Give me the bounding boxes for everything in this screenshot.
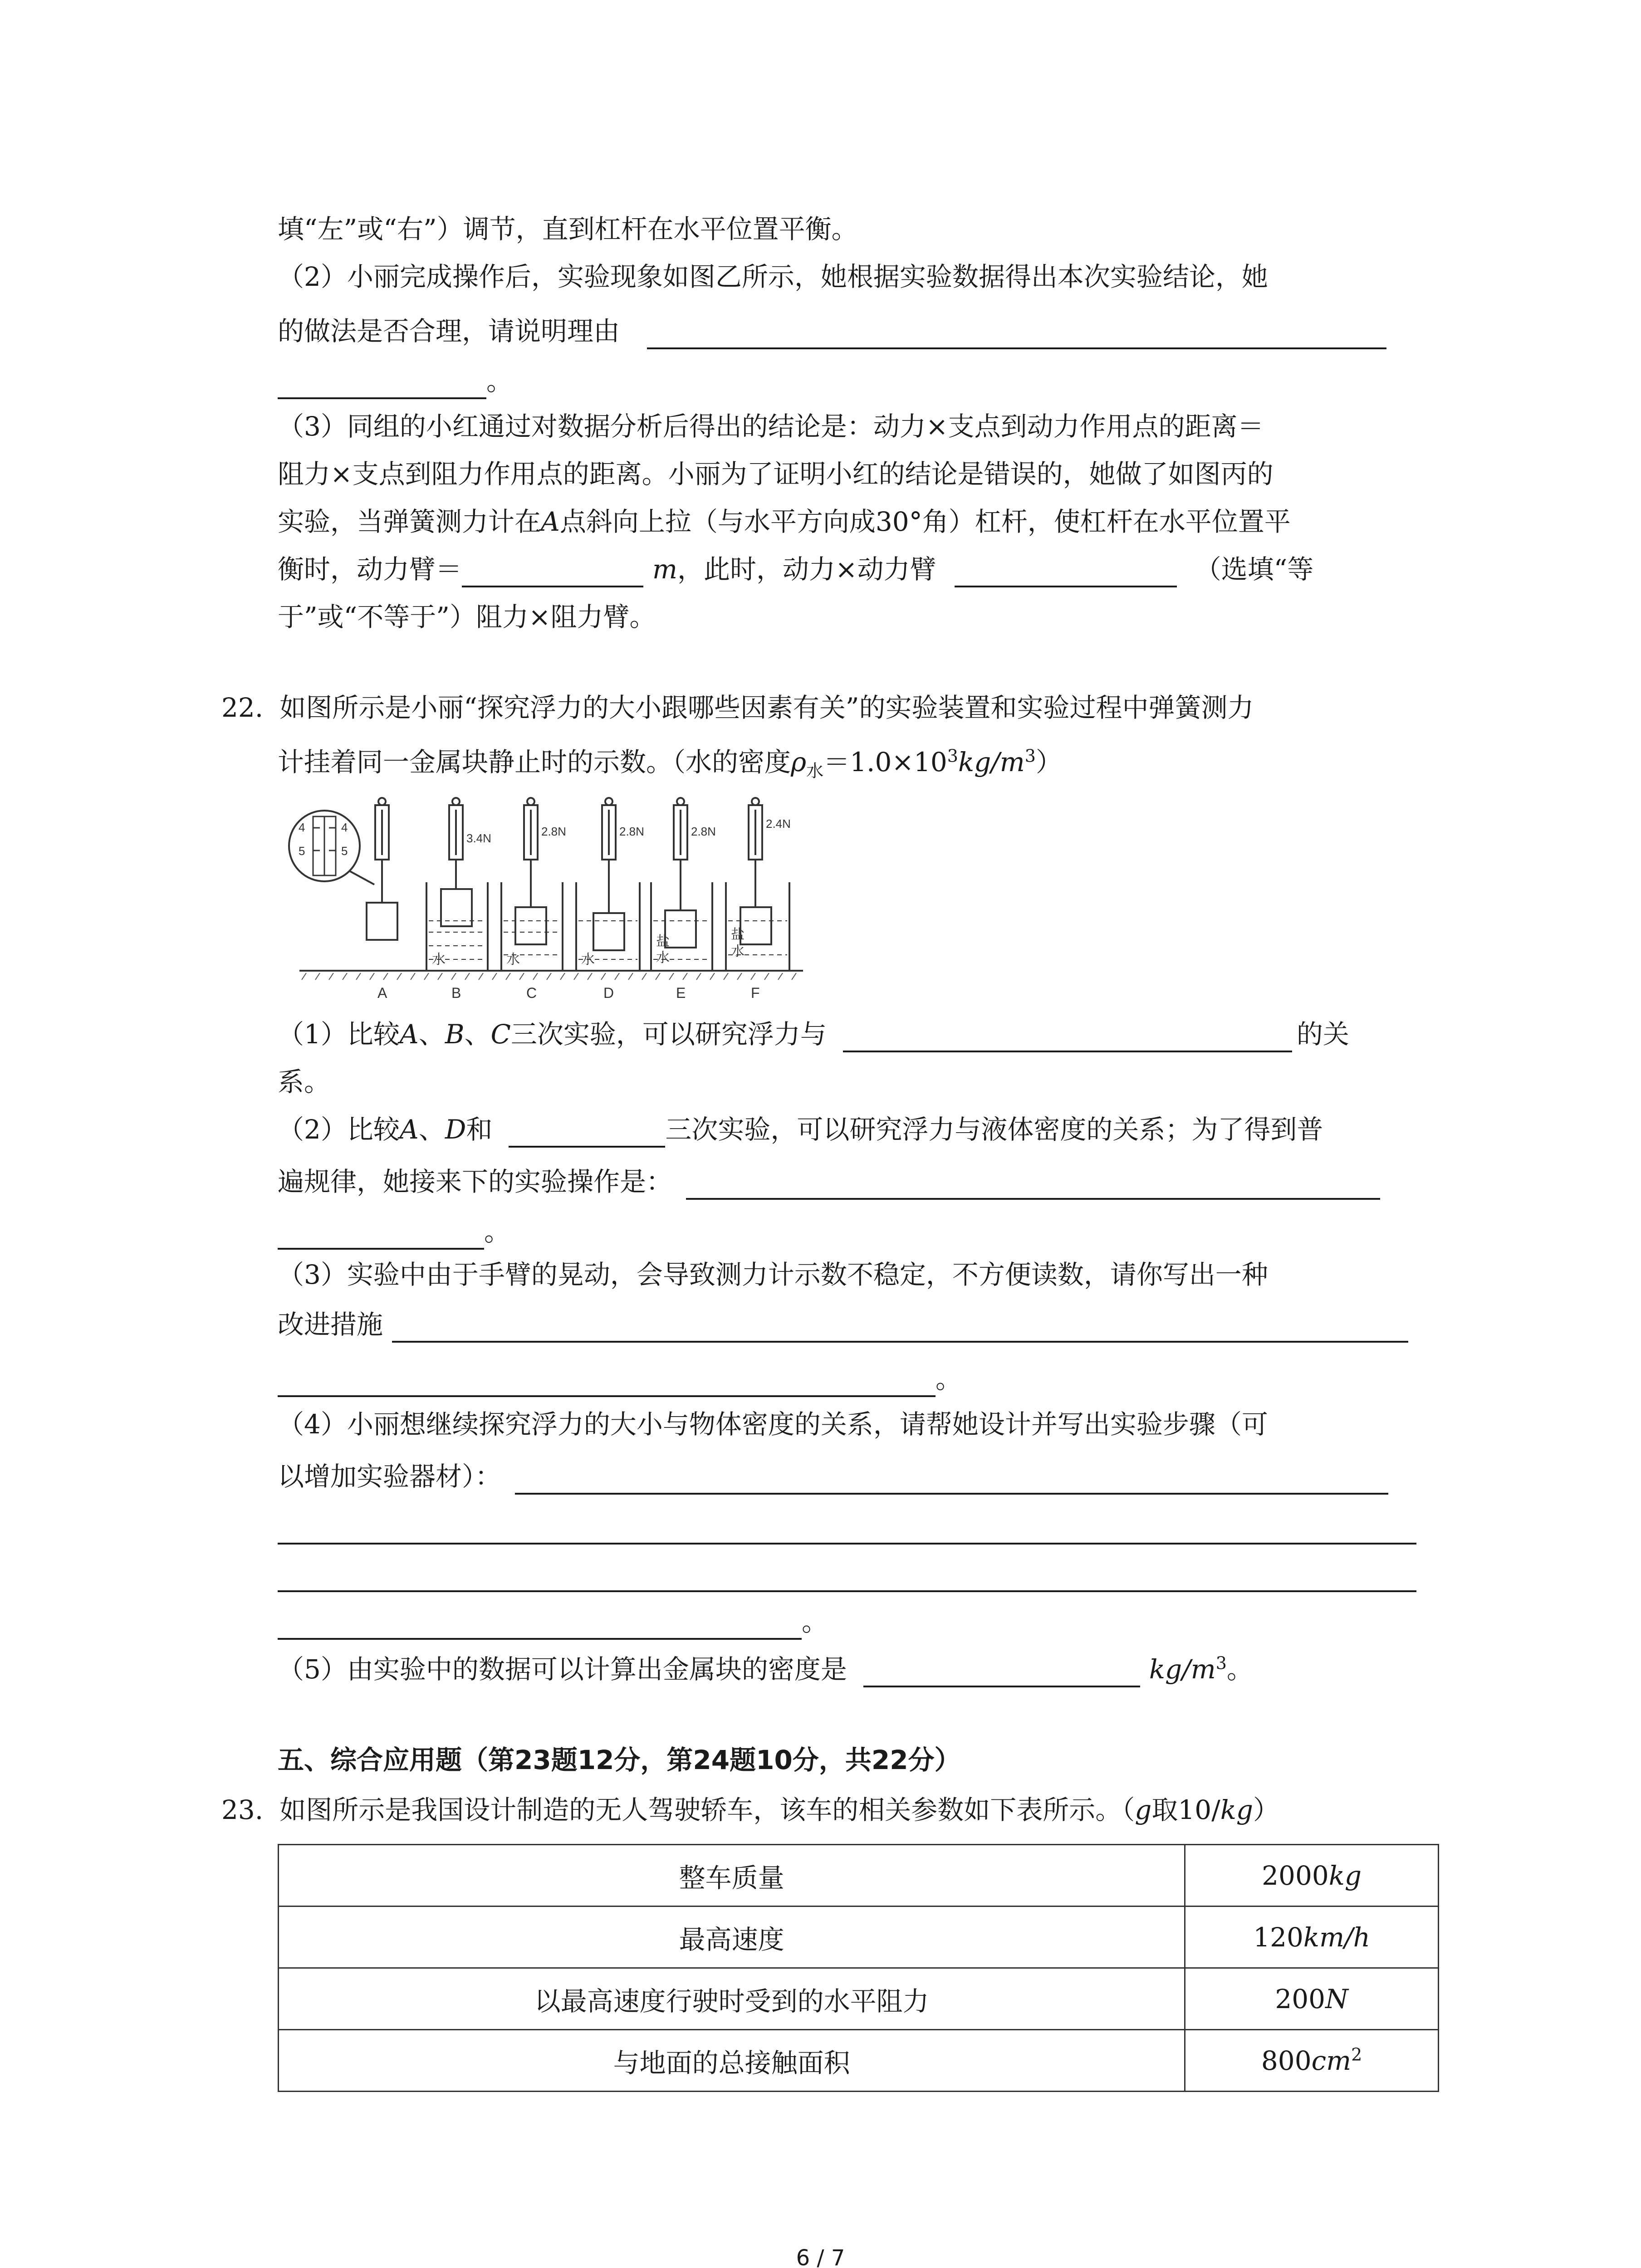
liquid-label-c: 水 (506, 952, 520, 967)
setup-label-f: F (751, 985, 760, 1001)
setup-a (367, 798, 397, 940)
table-row (279, 2030, 1439, 2092)
answer-blank[interactable] (509, 1117, 665, 1148)
param-value: 200N (1185, 1968, 1439, 2030)
q21-part3-line-e: 于”或“不等于”）阻力×阻力臂。 (278, 601, 656, 632)
answer-blank[interactable] (686, 1169, 1380, 1200)
setup-label-a: A (377, 985, 387, 1001)
setup-label-b: B (451, 985, 461, 1001)
q22-stem-line-1: 22. 如图所示是小丽“探究浮力的大小跟哪些因素有关”的实验装置和实验过程中弹簧测力 (221, 692, 1254, 723)
answer-blank[interactable] (278, 1609, 802, 1640)
table-row (279, 1845, 1439, 1906)
q22-part2-line-b: 遍规律，她接来下的实验操作是： (278, 1163, 1380, 1200)
answer-blank[interactable] (278, 1219, 484, 1250)
param-name: 以最高速度行驶时受到的水平阻力 (279, 1968, 1185, 2030)
q22-part1-line-a: （1）比较A、B、C三次实验，可以研究浮力与 的关 (278, 1016, 1349, 1052)
q21-part3-line-c: 实验，当弹簧测力计在A点斜向上拉（与水平方向成30°角）杠杆，使杠杆在水平位置平 (278, 506, 1291, 537)
q21-part3-line-d: 衡时，动力臂＝ m，此时，动力×动力臂 （选填“等 (278, 551, 1313, 587)
section-heading: 五、综合应用题（第23题12分，第24题10分，共22分） (278, 1745, 961, 1775)
q21-part2-line-c: 。 (278, 363, 513, 399)
q21-line-1: 填“左”或“右”）调节，直到杠杆在水平位置平衡。 (278, 214, 858, 244)
answer-blank[interactable] (955, 557, 1177, 587)
setup-b (426, 798, 488, 971)
q22-part2-line-a: （2）比较A、D和 三次实验，可以研究浮力与液体密度的关系；为了得到普 (278, 1111, 1323, 1148)
q21-part2-line-a: （2）小丽完成操作后，实验现象如图乙所示，她根据实验数据得出本次实验结论，她 (278, 261, 1268, 292)
q22-part4-line-b: 以增加实验器材）： (278, 1458, 1388, 1495)
q21-part3-line-a: （3）同组的小红通过对数据分析后得出的结论是：动力×支点到动力作用点的距离＝ (278, 411, 1264, 442)
scale-number: 5 (299, 844, 305, 858)
vehicle-parameters-table (278, 1844, 1439, 2092)
param-name: 最高速度 (279, 1906, 1185, 1968)
table-row (279, 1968, 1439, 2030)
setup-label-e: E (676, 985, 686, 1001)
param-value: 2000kg (1185, 1845, 1439, 1906)
q22-stem-line-2: 计挂着同一金属块静止时的示数。（水的密度$\rho_水=1.0\times 10^3kg/m^3$） (278, 746, 1062, 781)
reading-c: 2.8N (541, 825, 566, 838)
param-name: 整车质量 (279, 1845, 1185, 1906)
liquid-label-e-bottom: 水 (656, 950, 670, 965)
scale-number: 5 (341, 844, 348, 858)
q22-part3-line-a: （3）实验中由于手臂的晃动，会导致测力计示数不稳定，不方便读数，请你写出一种 (278, 1259, 1268, 1290)
q21-part2-line-b: 的做法是否合理，请说明理由 (278, 313, 1386, 349)
q22-part2-line-c: 。 (278, 1213, 510, 1250)
param-value: $800cm^2$ (1185, 2030, 1439, 2092)
reading-b: 3.4N (466, 831, 491, 845)
reading-e: 2.8N (691, 825, 716, 838)
liquid-label-e-top: 盐 (656, 934, 670, 949)
answer-blank[interactable] (278, 1561, 1416, 1592)
buoyancy-experiment-figure (281, 792, 817, 1009)
q22-part3-line-b: 改进措施 (278, 1306, 1408, 1343)
q21-part3-line-b: 阻力×支点到阻力作用点的距离。小丽为了证明小红的结论是错误的，她做了如图丙的 (278, 459, 1274, 489)
liquid-label-f-top: 盐 (731, 927, 745, 942)
q22-part5-line: （5）由实验中的数据可以计算出金属块的密度是 $kg/m^3$。 (278, 1651, 1253, 1687)
answer-blank[interactable] (278, 1366, 936, 1397)
setup-d (576, 798, 640, 971)
q22-part4-line-d (278, 1556, 1416, 1592)
setup-label-d: D (603, 985, 614, 1001)
q22-part3-line-c: 。 (278, 1361, 962, 1397)
answer-blank[interactable] (278, 1514, 1416, 1545)
q22-part1-line-b: 系。 (278, 1066, 331, 1097)
page-number: 6 / 7 (796, 2245, 845, 2268)
answer-blank[interactable] (843, 1022, 1292, 1052)
liquid-label-d: 水 (581, 952, 595, 967)
q23-stem: 23. 如图所示是我国设计制造的无人驾驶轿车，该车的相关参数如下表所示。（g取10/kg） (221, 1794, 1280, 1825)
answer-blank[interactable] (515, 1464, 1388, 1495)
reading-d: 2.8N (619, 825, 644, 838)
setup-label-c: C (526, 985, 537, 1001)
param-value: 120km/h (1185, 1906, 1439, 1968)
table-row (279, 1906, 1439, 1968)
answer-blank[interactable] (863, 1657, 1140, 1687)
setup-c (501, 798, 563, 971)
answer-blank[interactable] (278, 368, 486, 399)
answer-blank[interactable] (392, 1312, 1408, 1343)
reading-f: 2.4N (766, 817, 791, 831)
answer-blank[interactable] (647, 318, 1386, 349)
param-name: 与地面的总接触面积 (279, 2030, 1185, 2092)
liquid-label-f-bottom: 水 (731, 944, 745, 959)
q22-part4-line-c (278, 1508, 1416, 1545)
scale-number: 4 (299, 821, 305, 834)
scale-number: 4 (341, 821, 348, 834)
q22-part4-line-e: 。 (278, 1603, 828, 1640)
q22-part4-line-a: （4）小丽想继续探究浮力的大小与物体密度的关系，请帮她设计并写出实验步骤（可 (278, 1409, 1268, 1440)
liquid-label-b: 水 (432, 952, 446, 967)
answer-blank[interactable] (462, 557, 643, 587)
